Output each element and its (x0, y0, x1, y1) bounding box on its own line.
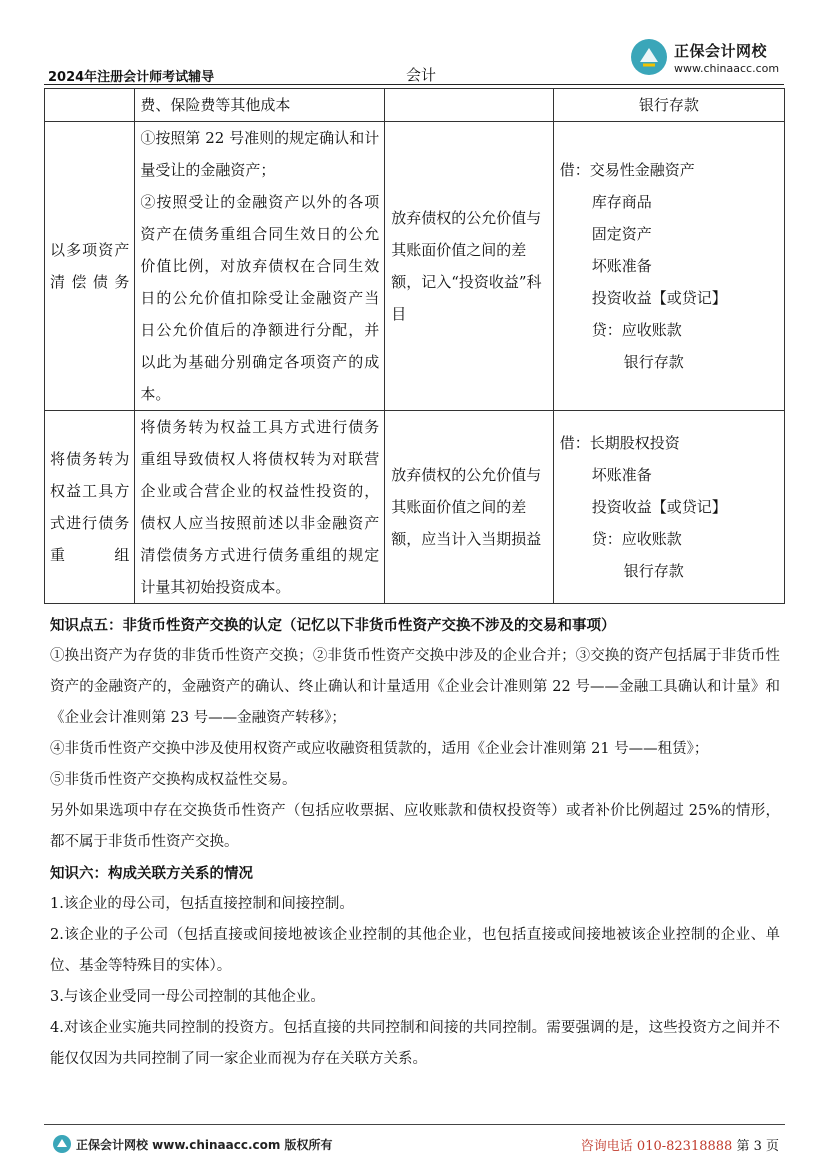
page-footer (44, 1124, 785, 1160)
journal-entry-line: 贷：应收账款 (591, 530, 682, 548)
page-body (50, 610, 780, 1075)
journal-entry-line: 投资收益【或贷记】 (591, 289, 727, 307)
journal-entry-line: 银行存款 (623, 562, 684, 580)
table-cell-measurement: ①按照第 22 号准则的规定确认和计量受让的金融资产； ②按照受让的金融资产以外的各项资产在债务重组合同生效日的公允价值比例，对放弃债权在合同生效日的公允价值扣除受让金融资产当日公允价值后的净额进行分配，并以此为基础分别确定各项资产的成本。 (135, 122, 385, 411)
journal-entry-line: 坏账准备 (591, 257, 652, 275)
paragraph: ⑤非货币性资产交换构成权益性交易。 (50, 772, 297, 788)
table-cell-difference: 放弃债权的公允价值与其账面价值之间的差额，应当计入当期损益 (385, 411, 553, 604)
table-cell-difference (385, 89, 553, 122)
table-cell-method: 以多项资产清偿债务 (45, 122, 135, 411)
footer-divider (44, 1124, 785, 1125)
table-row (45, 89, 785, 122)
section-title-k5: 知识点五：非货币性资产交换的认定（记忆以下非货币性资产交换不涉及的交易和事项） (50, 617, 616, 634)
brand-logo (630, 38, 790, 82)
page-header (44, 34, 784, 88)
journal-entry-line: 借：长期股权投资 (559, 434, 680, 452)
table-cell-entry (553, 122, 784, 411)
brand-logo-name: 正保会计网校 (674, 42, 768, 60)
paragraph: 另外如果选项中存在交换货币性资产（包括应收票据、应收账款和债权投资等）或者补价比例超过 25%的情形，都不属于非货币性资产交换。 (50, 803, 780, 850)
journal-entry-line: 库存商品 (591, 193, 652, 211)
section-title-k6: 知识六：构成关联方关系的情况 (50, 865, 253, 882)
paragraph: ①换出资产为存货的非货币性资产交换；②非货币性资产交换中涉及的企业合并；③交换的资产包括属于非货币性资产的金融资产的，金融资产的确认、终止确认和计量适用《企业会计准则第 22 号——金融工具确认和计量》和《企业会计准则第 23 号——金融资产转移》； (50, 648, 780, 726)
table-row (45, 122, 785, 411)
table-row (45, 411, 785, 604)
footer-contact (581, 1135, 779, 1154)
footer-copyright: 正保会计网校 www.chinaacc.com 版权所有 (76, 1138, 333, 1152)
table-cell-entry: 银行存款 (553, 89, 784, 122)
journal-entry-line: 贷：应收账款 (591, 321, 682, 339)
paragraph: ④非货币性资产交换中涉及使用权资产或应收融资租赁款的，适用《企业会计准则第 21 号——租赁》； (50, 741, 709, 757)
list-item: 1.该企业的母公司，包括直接控制和间接控制。 (50, 896, 354, 912)
footer-logo-icon (52, 1134, 72, 1154)
table-cell-measurement: 将债务转为权益工具方式进行债务重组导致债权人将债权转为对联营企业或合营企业的权益性投资的，债权人应当按照前述以非金融资产清偿债务方式进行债务重组的规定计量其初始投资成本。 (135, 411, 385, 604)
footer-phone: 咨询电话 010-82318888 (580, 1139, 733, 1154)
journal-entry-line: 借：交易性金融资产 (559, 161, 695, 179)
table-cell-difference: 放弃债权的公允价值与其账面价值之间的差额，记入“投资收益”科目 (385, 122, 553, 411)
list-item: 3.与该企业受同一母公司控制的其他企业。 (50, 989, 325, 1005)
header-divider (44, 84, 784, 85)
brand-logo-url: www.chinaacc.com (674, 62, 780, 75)
debt-restructuring-table (44, 88, 785, 604)
header-subject: 会计 (406, 66, 437, 84)
journal-entry-line: 投资收益【或贷记】 (591, 498, 727, 516)
header-exam-title: 2024年注册会计师考试辅导 (48, 70, 215, 85)
brand-logo-icon (630, 38, 668, 76)
journal-entry-line: 固定资产 (591, 225, 652, 243)
table-cell-entry (553, 411, 784, 604)
list-item: 2.该企业的子公司（包括直接或间接地被该企业控制的其他企业，也包括直接或间接地被该企业控制的企业、单位、基金等特殊目的实体）。 (50, 927, 780, 974)
table-cell-measurement: 费、保险费等其他成本 (135, 89, 385, 122)
journal-entry-line: 坏账准备 (591, 466, 652, 484)
list-item: 4.对该企业实施共同控制的投资方。包括直接的共同控制和间接的共同控制。需要强调的是，这些投资方之间并不能仅仅因为共同控制了同一家企业而视为存在关联方关系。 (50, 1020, 780, 1067)
journal-entry-line: 银行存款 (623, 353, 684, 371)
table-cell-method (45, 89, 135, 122)
table-cell-method: 将债务转为权益工具方式进行债务重组 (45, 411, 135, 604)
page-number: 第 3 页 (736, 1139, 779, 1154)
